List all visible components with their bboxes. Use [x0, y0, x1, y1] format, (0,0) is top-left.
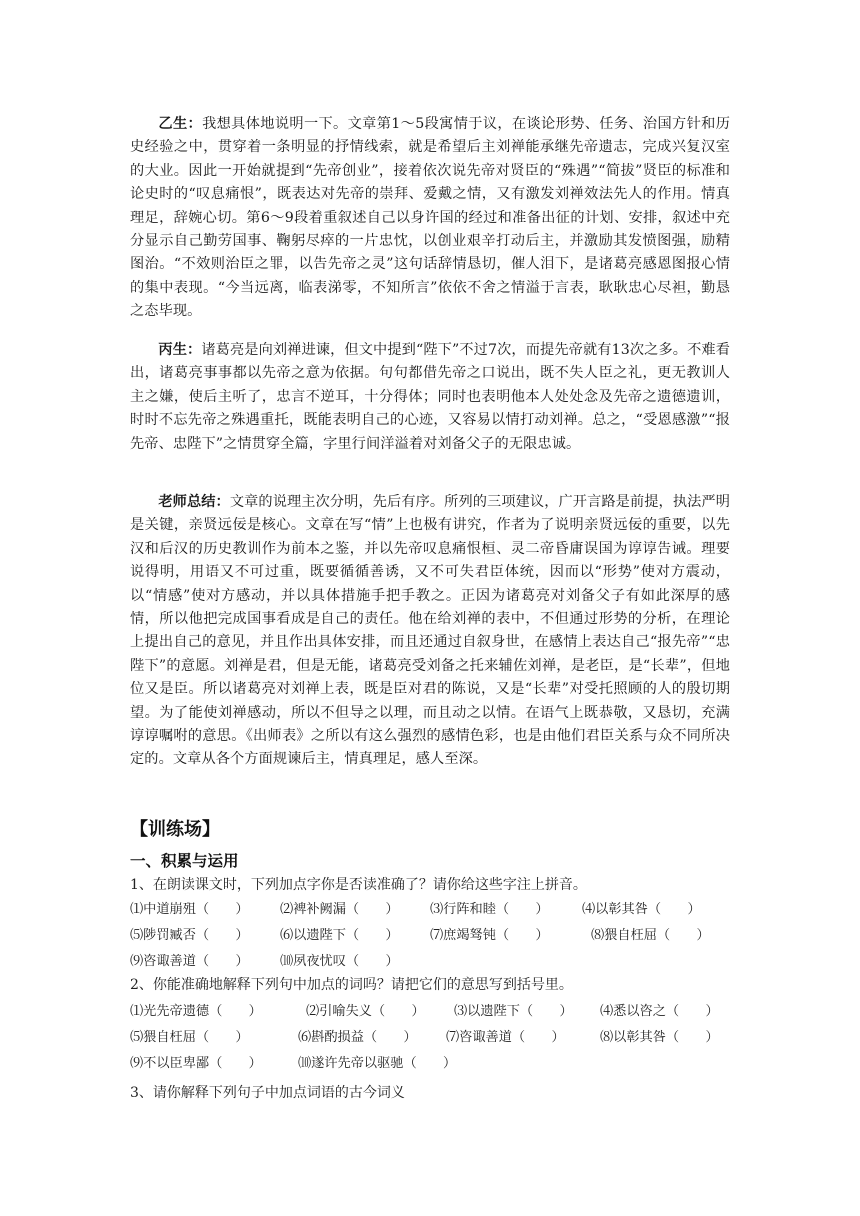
q1-item: ⑷以彰其咎（ ） [582, 902, 701, 917]
paragraph-text: 我想具体地说明一下。文章第1～5段寓情于议，在谈论形势、任务、治国方针和历史经验之中，贯穿着一条明显的抒情线索，就是希望后主刘禅能承继先帝遗志，完成兴复汉室的大业。因此一开始就提到“先帝创业”，接着依次说先帝对贤臣的“殊遇”“简拔”贤臣的标准和论史时的“叹息痛恨”，既表达对先帝的崇拜、爱戴之情，又有激发刘禅效法先人的作用。情真理足，辞婉心切。第6～9段着重叙述自己以身许国的经过和准备出征的计划、安排，叙述中充分显示自己勤劳国事、鞠躬尽瘁的一片忠忱，以创业艰辛打动后主，并激励其发愤图强，励精图治。“不效则治臣之罪，以告先帝之灵”这句话辞情恳切，催人泪下，是诸葛亮感恩图报心情的集中表现。“今当远离，临表涕零，不知所言”依依不舍之情溢于言表，耿耿忠心尽袒，勤恳之态毕现。 [130, 116, 730, 320]
dialogue-yi [130, 113, 730, 324]
speaker-label: 乙生： [158, 116, 203, 132]
q1-item: ⑸陟罚臧否（ ） [130, 928, 249, 943]
q1-item: ⑵裨补阙漏（ ） [280, 902, 399, 917]
paragraph [130, 491, 730, 772]
q1-item: ⑺庶竭驽钝（ ） [430, 928, 549, 943]
q1-item: ⑼咨诹善道（ ） [130, 954, 249, 969]
q1-item: ⑴中道崩殂（ ） [130, 902, 249, 917]
speaker-label: 丙生： [158, 342, 202, 358]
teacher-summary [130, 491, 730, 772]
q2-item: ⑷悉以咨之（ ） [600, 1004, 719, 1019]
paragraph [130, 113, 730, 324]
subsection-title: 一、积累与运用 [130, 852, 239, 870]
paragraph-text: 文章的说理主次分明，先后有序。所列的三项建议，广开言路是前提，执法严明是关键，亲贤远佞是核心。文章在写“情”上也极有讲究，作者为了说明亲贤远佞的重要，以先汉和后汉的历史教训作为前本之鉴，并以先帝叹息痛恨桓、灵二帝昏庸误国为谆谆告诫。理要说得明，用语又不可过重，既要循循善诱，又不可失君臣体统，因而以“形势”使对方震动，以“情感”使对方感动，并以具体措施手把手教之。正因为诸葛亮对刘备父子有如此深厚的感情，所以他把完成国事看成是自己的责任。他在给刘禅的表中，不但通过形势的分析，在理论上提出自己的意见，并且作出具体安排，而且还通过自叙身世，在感情上表达自己“报先帝”“忠陛下”的意愿。刘禅是君，但是无能，诸葛亮受刘备之托来辅佐刘禅，是老臣，是“长辈”，但地位又是臣。所以诸葛亮对刘禅上表，既是臣对君的陈说，又是“长辈”对受托照顾的人的殷切期望。为了能使刘禅感动，所以不但导之以理，而且动之以情。在语气上既恭敬，又恳切，充满谆谆嘱咐的意思。《出师表》之所以有这么强烈的感情色彩，也是由他们君臣关系与众不同所决定的。文章从各个方面规谏后主，情真理足，感人至深。 [130, 494, 730, 768]
q1-item: ⑽夙夜忧叹（ ） [280, 954, 399, 969]
q2-item: ⑽遂许先帝以驱驰（ ） [298, 1056, 457, 1071]
q2-item: ⑴光先帝遗德（ ） [130, 1004, 262, 1019]
question-3: 3、请你解释下列句子中加点词语的古今词义 [130, 1085, 405, 1101]
question-2: 2、你能准确地解释下列句中加点的词吗？请把它们的意思写到括号里。 [130, 977, 573, 993]
q2-item: ⑸猥自枉屈（ ） [130, 1030, 249, 1045]
q1-item: ⑹以遗陛下（ ） [280, 928, 399, 943]
q2-item: ⑺咨诹善道（ ） [446, 1030, 565, 1045]
q2-item: ⑼不以臣卑鄙（ ） [130, 1056, 262, 1071]
paragraph-text: 诸葛亮是向刘禅进谏，但文中提到“陛下”不过7次，而提先帝就有13次之多。不难看出，诸葛亮事事都以先帝之意为依据。句句都借先帝之口说出，既不失人臣之礼，更无教训人主之嫌，使后主听了，忠言不逆耳，十分得体；同时也表明他本人处处念及先帝之遗德遗训，时时不忘先帝之殊遇重托，既能表明自己的心迹，又容易以情打动刘禅。总之，“受恩感激”“报先帝、忠陛下”之情贯穿全篇，字里行间洋溢着对刘备父子的无限忠诚。 [130, 342, 730, 452]
section-title: 【训练场】 [130, 819, 220, 840]
q1-item: ⑻猥自枉屈（ ） [591, 928, 710, 943]
q2-item: ⑹斟酌损益（ ） [298, 1030, 417, 1045]
speaker-label: 老师总结： [158, 494, 230, 510]
paragraph [130, 339, 730, 456]
q2-item: ⑻以彰其咎（ ） [600, 1030, 719, 1045]
question-1: 1、在朗读课文时，下列加点字你是否读准确了？请你给这些字注上拼音。 [130, 877, 587, 893]
dialogue-bing [130, 339, 730, 456]
q2-item: ⑵引喻失义（ ） [306, 1004, 425, 1019]
q2-item: ⑶以遗陛下（ ） [454, 1004, 573, 1019]
q1-item: ⑶行阵和睦（ ） [430, 902, 549, 917]
